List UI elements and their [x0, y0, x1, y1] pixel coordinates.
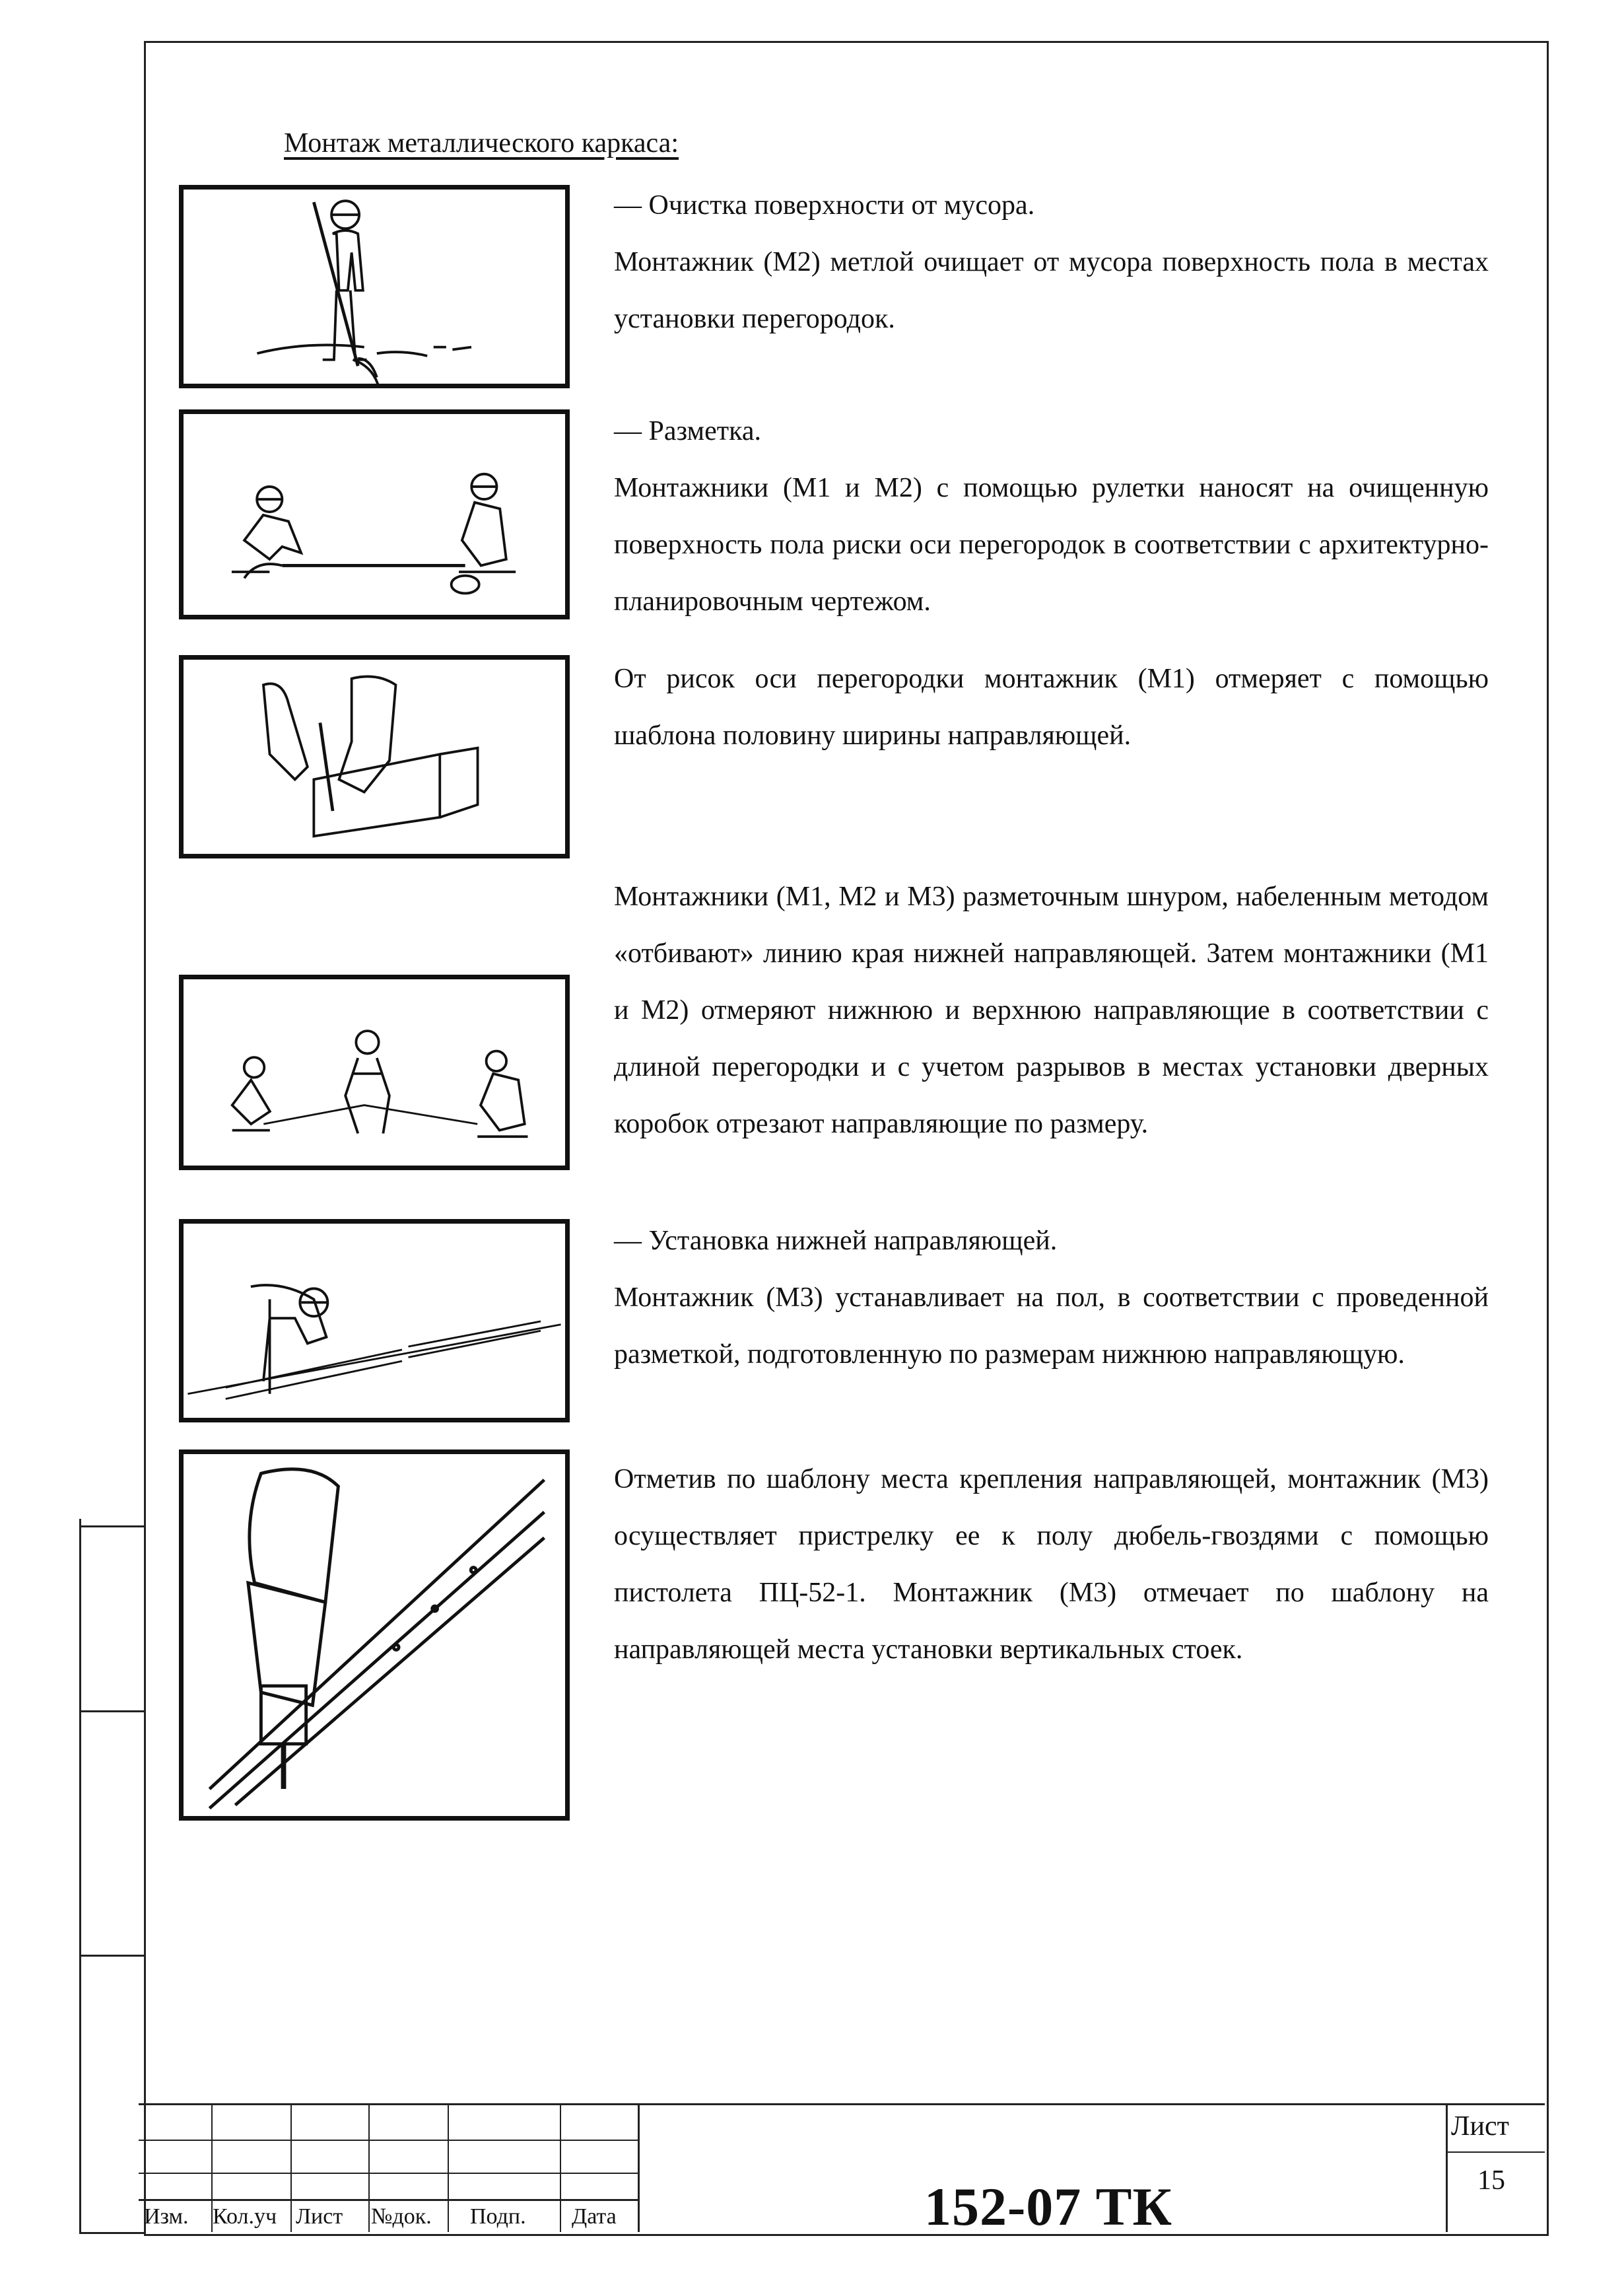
sheet-label: Лист: [1451, 2111, 1509, 2142]
title-block-top-line: [139, 2103, 1545, 2105]
step-body: Монтажники (М1 и М2) с помощью рулетки наносят на очищенную поверхность пола риски оси перегородок в соответствии с архитектурно-планировочным чертежом.: [614, 473, 1489, 617]
binding-strip-divider: [79, 1525, 144, 1527]
col-list: Лист: [296, 2204, 343, 2229]
title-block-col-line: [560, 2103, 561, 2232]
document-code: 152-07 ТК: [924, 2177, 1172, 2237]
title-block-col-line: [638, 2103, 640, 2232]
title-block-col-line: [290, 2103, 292, 2232]
step-marking: [614, 403, 1489, 630]
step-body: От рисок оси перегородки монтажник (М1) отмеряет с помощью шаблона половину ширины направляющей.: [614, 664, 1489, 751]
step-body: Отметив по шаблону места крепления направляющей, монтажник (М3) осуществляет пристрелку ее к полу дюбель-гвоздями с помощью пистолета ПЦ-52-1. Монтажник (М3) отмечает по шаблону на направляющей места установки вертикальных стоек.: [614, 1464, 1489, 1665]
step-half-width: [614, 650, 1489, 764]
step-body: Монтажник (М2) метлой очищает от мусора поверхность пола в местах установки перегородок.: [614, 247, 1489, 334]
title-block-row-line: [139, 2140, 639, 2141]
section-title: Монтаж металлического каркаса:: [284, 128, 679, 158]
step-heading: — Установка нижней направляющей.: [614, 1226, 1058, 1256]
title-block-row-line: [139, 2173, 639, 2174]
sheet-number: 15: [1477, 2165, 1505, 2196]
col-data: Дата: [572, 2204, 617, 2229]
title-block-col-line: [368, 2103, 370, 2232]
binding-strip-divider: [79, 1955, 144, 1957]
col-ndok: №док.: [371, 2204, 432, 2229]
binding-strip-divider: [79, 1710, 144, 1712]
step-body: Монтажник (М3) устанавливает на пол, в соответствии с проведенной разметкой, подготовленную по размерам нижнюю направляющую.: [614, 1282, 1489, 1370]
step-chalk-line: [614, 868, 1489, 1152]
step-heading: — Разметка.: [614, 416, 761, 446]
three-workers-chalk-line-icon: [179, 975, 570, 1170]
title-block-col-line: [1446, 2103, 1448, 2232]
worker-placing-guide-icon: [179, 1219, 570, 1422]
title-block-row-line: [1446, 2151, 1545, 2153]
binding-strip-divider: [79, 2232, 144, 2234]
nail-gun-fastening-icon: [179, 1449, 570, 1821]
step-bottom-guide: [614, 1212, 1489, 1383]
col-izm: Изм.: [144, 2204, 189, 2229]
step-cleaning: [614, 177, 1489, 347]
step-heading: — Очистка поверхности от мусора.: [614, 190, 1035, 221]
workers-measuring-tape-icon: [179, 409, 570, 619]
step-fastening: [614, 1451, 1489, 1678]
col-podp: Подп.: [470, 2204, 526, 2229]
step-body: Монтажники (М1, М2 и М3) разметочным шнуром, набеленным методом «отбивают» линию края нижней направляющей. Затем монтажники (М1 и М2) отмеряют нижнюю и верхнюю направляющие в соответствии с длиной перегородки и с учетом разрывов в местах установки дверных коробок отрезают направляющие по размеру.: [614, 882, 1489, 1139]
title-block-col-line: [448, 2103, 449, 2232]
title-block-row-line: [139, 2199, 639, 2201]
worker-sweeping-icon: [179, 185, 570, 388]
col-kol-uch: Кол.уч: [213, 2204, 277, 2229]
hands-template-marking-icon: [179, 655, 570, 858]
binding-strip-line: [79, 1519, 81, 2232]
